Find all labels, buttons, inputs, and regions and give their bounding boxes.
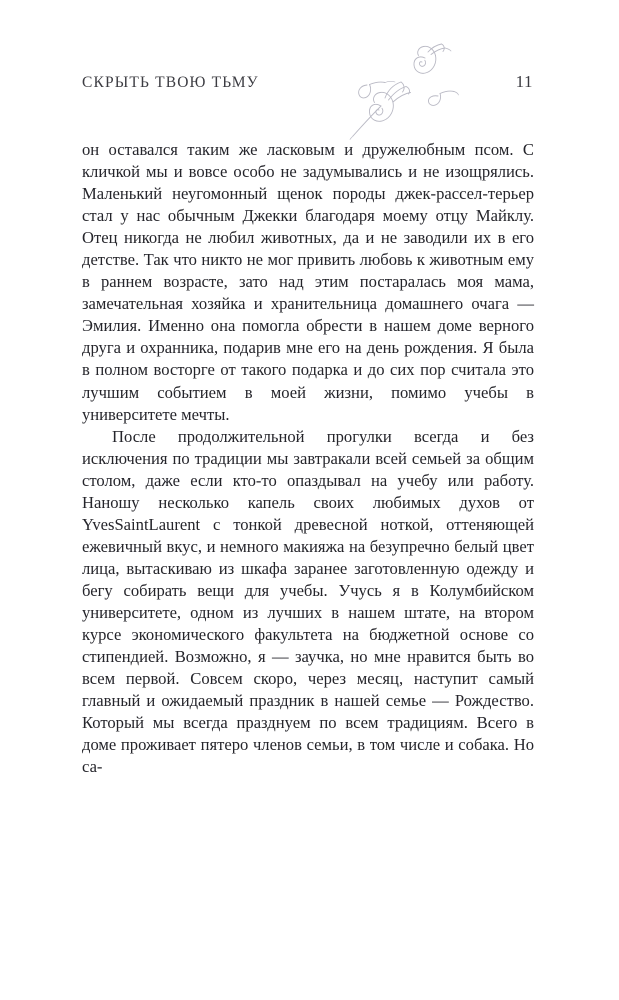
running-head <box>82 72 533 102</box>
body-text-block <box>82 139 534 778</box>
page-number: 11 <box>515 72 533 91</box>
running-head-book-title: СКРЫТЬ ТВОЮ ТЬМУ <box>82 74 259 91</box>
paragraph: он оставался таким же ласковым и дружелюбным псом. С кличкой мы и вовсе особо не задумывались и не изощрялись. Маленький неугомонный щенок породы джек-рассел-терьер стал у нас обычным Джекки благодаря моему отцу Майклу. Отец никогда не любил животных, да и не заводили их в его детстве. Так что никто не мог привить любовь к животным ему в раннем возрасте, зато над этим постаралась моя мама, замечательная хозяйка и хранительница домашнего очага — Эмилия. Именно она помогла обрести в нашем доме верного друга и охранника, подарив мне его на день рождения. Я была в полном восторге от такого подарка и до сих пор считала это лучшим событием в моей жизни, помимо учебы в университете мечты. <box>82 140 534 424</box>
paragraph: После продолжительной прогулки всегда и без исключения по традиции мы завтракали всей семьей за общим столом, даже если кто-то опаздывал на учебу или работу. Наношу несколько капель своих любимых духов от YvesSaintLaurent с тонкой древесной ноткой, оттеняющей ежевичный вкус, и немного макияжа на безупречно белый цвет лица, вытаскиваю из шкафа заранее заготовленную одежду и бегу собирать вещи для учебы. Учусь я в Колумбийском университете, одном из лучших в нашем штате, на втором курсе экономического факультета на бюджетной основе со стипендией. Возможно, я — заучка, но мне нравится быть во всем первой. Совсем скоро, через месяц, наступит самый главный и ожидаемый праздник в нашей семье — Рождество. Который мы всегда празднуем по всем традициям. Всего в доме проживает пятеро членов семьи, в том числе и собака. Но са- <box>82 426 534 777</box>
